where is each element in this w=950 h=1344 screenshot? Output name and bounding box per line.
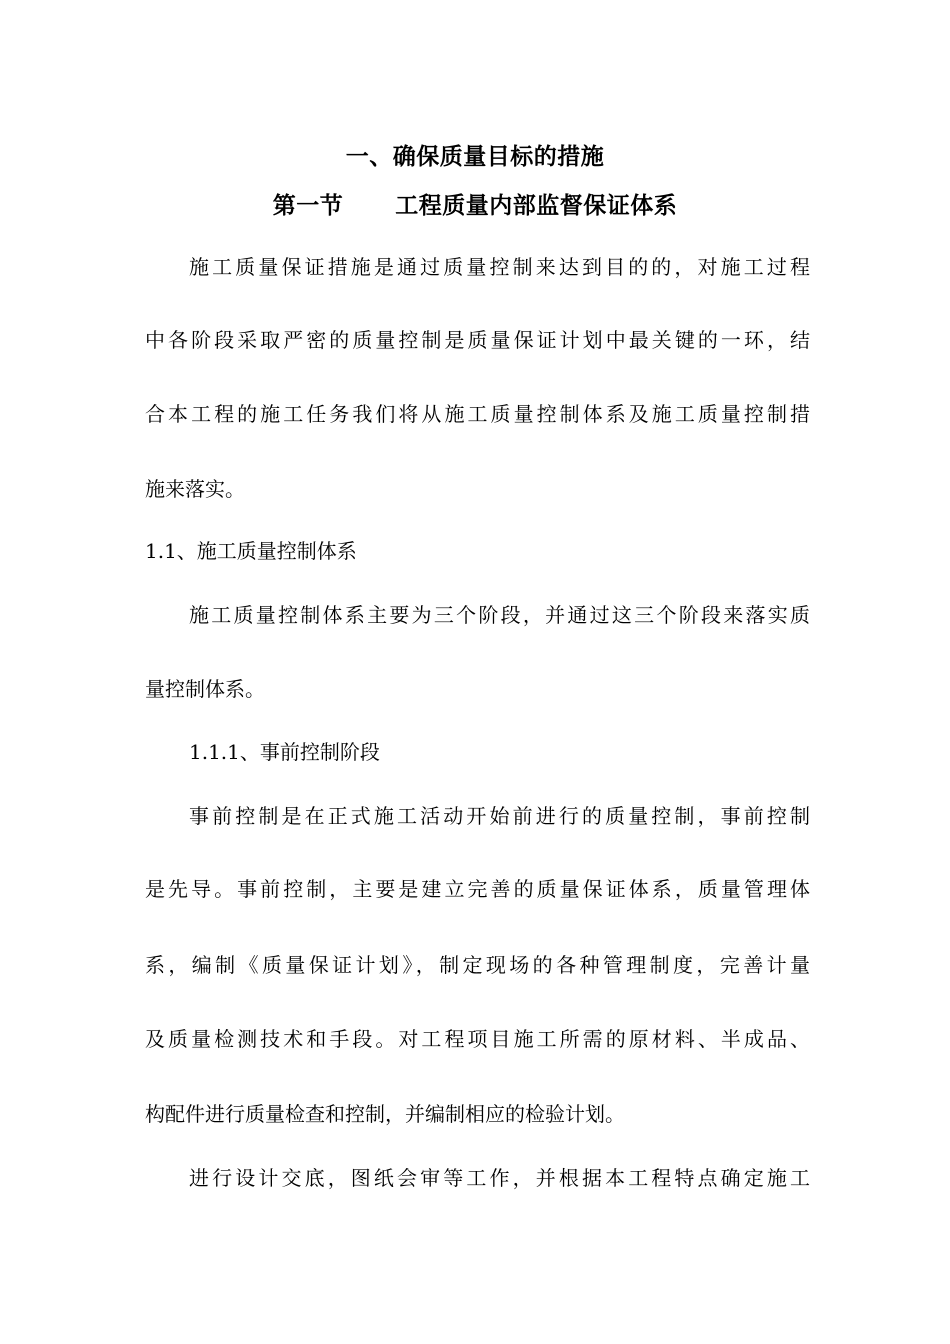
paragraph-line: 施来落实。 (145, 477, 245, 501)
section-heading (0, 187, 950, 220)
sub-subsection-heading: 1.1.1、事前控制阶段 (189, 740, 380, 764)
paragraph-line: 合本工程的施工任务我们将从施工质量控制体系及施工质量控制措 (145, 402, 810, 426)
paragraph-line: 施工质量控制体系主要为三个阶段，并通过这三个阶段来落实质 (189, 603, 810, 627)
paragraph-line: 施工质量保证措施是通过质量控制来达到目的的，对施工过程 (189, 255, 810, 279)
paragraph-line: 构配件进行质量检查和控制，并编制相应的检验计划。 (145, 1102, 625, 1126)
section-title: 工程质量内部监督保证体系 (395, 192, 678, 219)
paragraph-line: 进行设计交底，图纸会审等工作，并根据本工程特点确定施工 (189, 1166, 810, 1190)
paragraph-line: 事前控制是在正式施工活动开始前进行的质量控制，事前控制 (189, 804, 810, 828)
subsection-heading: 1.1、施工质量控制体系 (145, 539, 357, 563)
paragraph-line: 量控制体系。 (145, 677, 265, 701)
paragraph-line: 中各阶段采取严密的质量控制是质量保证计划中最关键的一环，结 (145, 328, 810, 352)
paragraph-line: 是先导。事前控制，主要是建立完善的质量保证体系，质量管理体 (145, 877, 810, 901)
paragraph-line: 系，编制《质量保证计划》，制定现场的各种管理制度，完善计量 (145, 953, 810, 977)
document-title: 一、确保质量目标的措施 (345, 143, 605, 170)
section-label: 第一节 (272, 192, 344, 219)
paragraph-line: 及质量检测技术和手段。对工程项目施工所需的原材料、半成品、 (145, 1027, 810, 1051)
